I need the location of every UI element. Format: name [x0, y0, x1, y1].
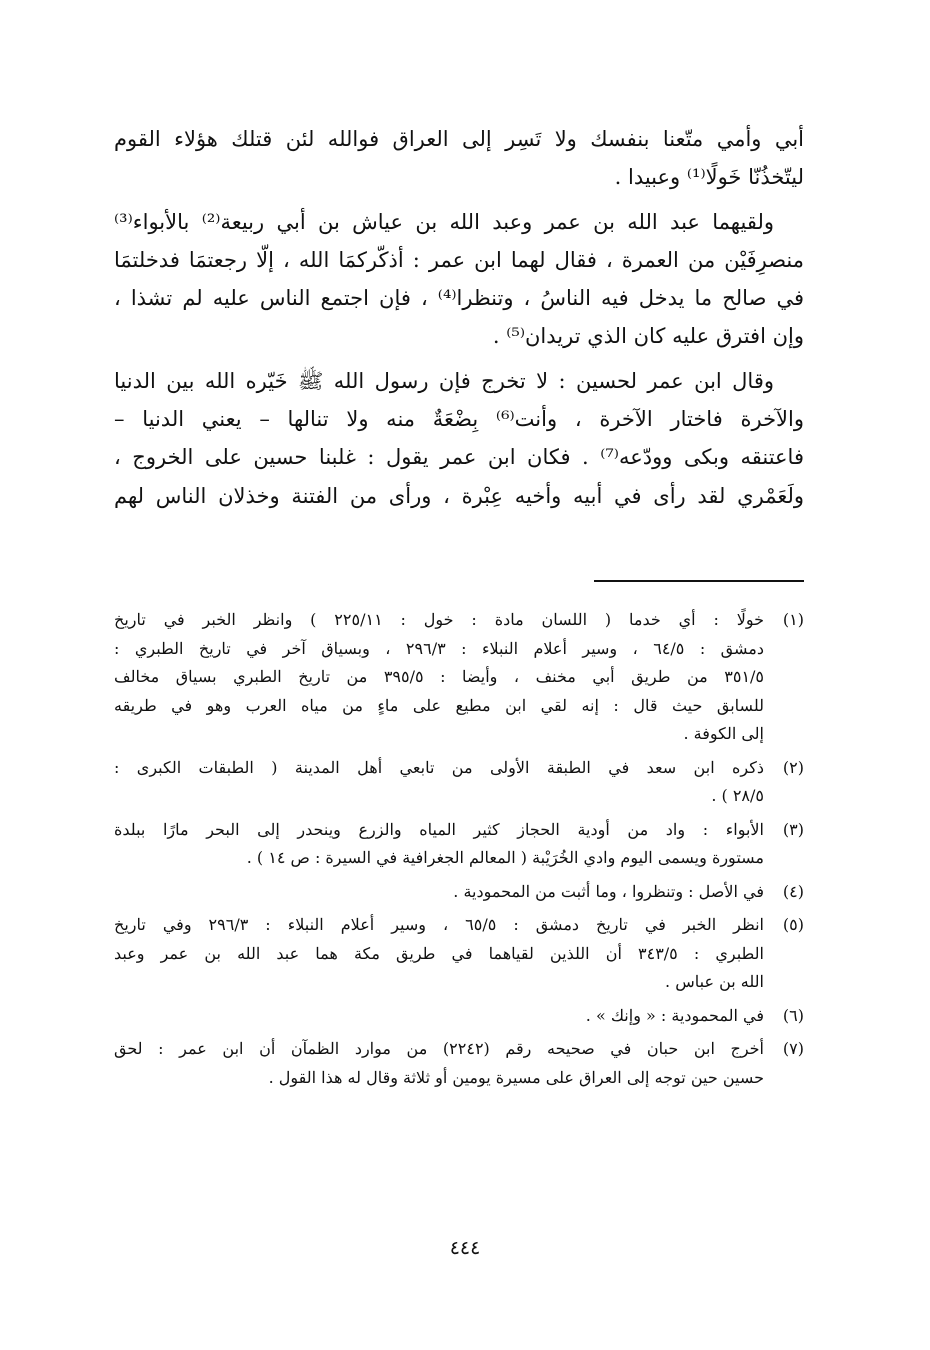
paragraph-1	[114, 120, 804, 197]
text-line: وقال ابن عمر لحسين : لا تخرج فإن رسول الله ﷺ خَيّره الله بين الدنيا	[114, 368, 774, 393]
footnote-line: خولًا : أي خدما ( اللسان مادة : خول : ٢٢٥/١١ ) وانظر الخبر في تاريخ	[114, 610, 764, 629]
footnote-text	[114, 816, 764, 873]
text-line: ولقيهما عبد الله بن عمر وعبد الله بن عياش بن أبي ربيعة⁽²⁾ بالأبواء⁽³⁾	[114, 209, 774, 234]
footnote-line: الله بن عباس .	[665, 972, 764, 991]
footnote-line: انظر الخبر في تاريخ دمشق : ٦٥/٥ ، وسير أعلام النبلاء : ٢٩٦/٣ وفي تاريخ	[114, 915, 764, 934]
footnote-7	[114, 1035, 804, 1092]
footnote-text	[114, 606, 764, 749]
text-line: أبي وأمي متّعنا بنفسك ولا تَسِر إلى العراق فوالله لئن قتلك هؤلاء القوم	[114, 127, 804, 151]
footnote-line: دمشق : ٦٤/٥ ، وسير أعلام النبلاء : ٢٩٦/٣ ، وبسياق آخر في تاريخ الطبري :	[114, 638, 764, 658]
page-number: ٤٤٤	[449, 1237, 481, 1259]
footnote-line: للسابق حيث قال : إنه لقي ابن مطيع على ماءٍ من مياه العرب وهو في طريقه	[114, 695, 764, 715]
footnote-line: مستورة ويسمى اليوم وادي الخُرَيْبة ( المعالم الجغرافية في السيرة : ص ١٤ ) .	[246, 848, 764, 867]
footnotes	[114, 606, 804, 1097]
footnote-line: إلى الكوفة .	[683, 724, 764, 743]
footnote-text	[114, 878, 764, 907]
footnote-number: (٥)	[782, 915, 804, 934]
footnote-separator	[594, 580, 804, 582]
footnote-text	[114, 754, 764, 811]
footnote-line: الطبري : ٣٤٣/٥ أن اللذين لقياهما في طريق مكة هما عبد الله بن عمر وعبد	[114, 943, 764, 963]
footnote-line: ذكره ابن سعد في الطبقة الأولى من تابعي أهل المدينة ( الطبقات الكبرى :	[114, 757, 764, 777]
text-line: ليتّخذُنّا خَولًا⁽¹⁾ وعبيدا .	[614, 165, 804, 190]
footnote-1	[114, 606, 804, 749]
footnote-line: حسين حين توجه إلى العراق على مسيرة يومين أو ثلاثة وقال له هذا القول .	[268, 1067, 764, 1087]
footnote-4	[114, 878, 804, 907]
footnote-number: (٣)	[782, 819, 804, 839]
footnote-6	[114, 1002, 804, 1031]
footnote-text	[114, 1002, 764, 1031]
footnote-line: ٣٥١/٥ من طريق أبي مخنف ، وأيضا : ٣٩٥/٥ من تاريخ الطبري بسياق مخالف	[114, 667, 764, 686]
paragraph-2	[114, 203, 804, 356]
main-text	[114, 120, 804, 521]
footnote-line: في المحمودية : « وإنك » .	[585, 1005, 764, 1025]
footnote-number: (٦)	[782, 1005, 804, 1025]
footnote-text	[114, 1035, 764, 1092]
footnote-number: (١)	[782, 610, 804, 629]
footnote-line: الأبواء : واد من أودية الحجاز كثير المياه والزرع وينحدر إلى البحر مارًا ببلدة	[114, 819, 764, 839]
footnote-2	[114, 754, 804, 811]
footnote-line: في الأصل : وتنظروا ، وما أثبت من المحمودية .	[453, 881, 764, 901]
footnote-line: أخرج ابن حبان في صحيحه رقم (٢٢٤٢) من موارد الظمآن أن ابن عمر : لحق	[114, 1039, 764, 1058]
text-line: والآخرة فاختار الآخرة ، وأنت⁽⁶⁾ بِضْعَةٌ منه ولا تنالها – يعني الدنيا –	[114, 407, 804, 432]
footnote-number: (٧)	[782, 1039, 804, 1058]
text-line: في صالح ما يدخل فيه الناسُ ، وتنظرا⁽⁴⁾ ، فإن اجتمع الناس عليه لم تشذا ،	[114, 286, 804, 311]
text-line: فاعتنقه وبكى وودّعه⁽⁷⁾ . فكان ابن عمر يقول : غلبنا حسين على الخروج ،	[114, 445, 804, 470]
text-line: وإن افترق عليه كان الذي تريدان⁽⁵⁾ .	[492, 324, 804, 349]
footnote-number: (٤)	[782, 881, 804, 901]
text-line: منصرِفَيْن من العمرة ، فقال لهما ابن عمر : أذكّركمَا الله ، إلّا رجعتمَا فدخلتمَا	[114, 247, 804, 272]
footnote-5	[114, 911, 804, 997]
footnote-3	[114, 816, 804, 873]
footnote-number: (٢)	[782, 757, 804, 777]
footnote-line: ٢٨/٥ ) .	[711, 786, 764, 805]
footnote-text	[114, 911, 764, 997]
paragraph-3	[114, 362, 804, 515]
text-line: ولَعَمْري لقد رأى في أبيه وأخيه عِبْرة ، ورأى من الفتنة وخذلان الناس لهم	[114, 483, 804, 508]
